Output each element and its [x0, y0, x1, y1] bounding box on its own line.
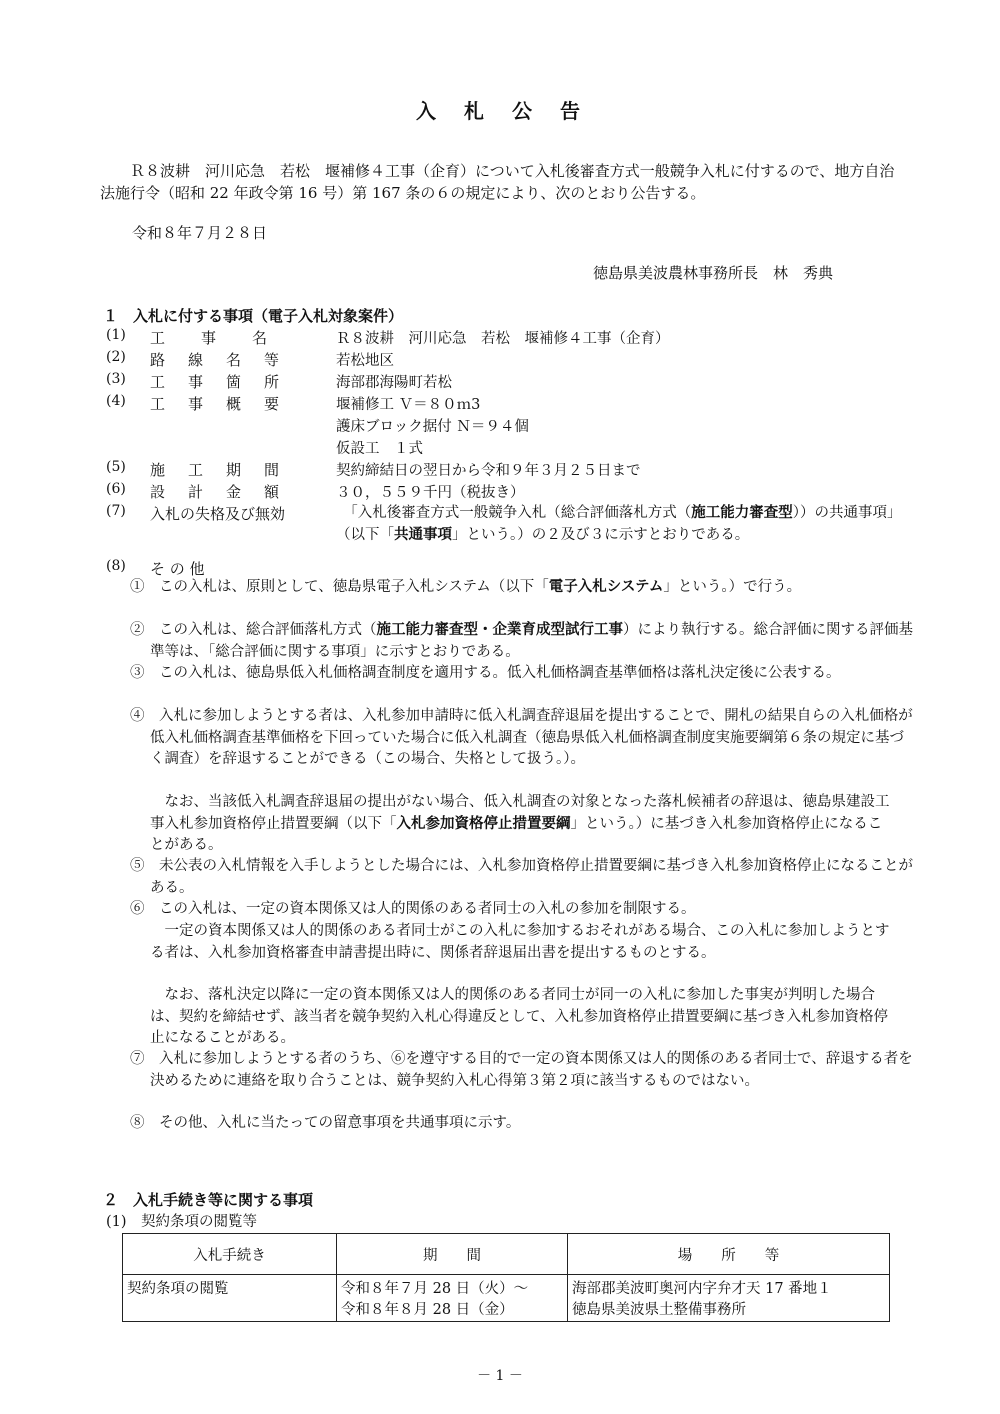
item8-paragraph: ④ 入札に参加しようとする者は、入札参加申請時に低入札調査辞退届を提出することで、開札の結果自らの入札価格が低入札価格調査基準価格を下回っていた場合に低入札調査（徳島県低入札価格調査制度実施要綱第６条の規定に基づく調査）を辞退することができる（この場合、失格として扱う。）。: [130, 708, 913, 767]
item-value: 海部郡海陽町若松: [336, 375, 452, 391]
item-num: (6): [106, 481, 126, 497]
item8-paragraph: ① この入札は、原則として、徳島県電子入札システム（以下「電子入札システム」という。）で行う。: [130, 579, 802, 595]
item-value: ３０，５５９千円（税抜き）: [336, 485, 525, 501]
item8-paragraph: ⑦ 入札に参加しようとする者のうち、⑥を遵守する目的で一定の資本関係又は人的関係のある者同士で、辞退する者を決めるために連絡を取り合うことは、競争契約入札心得第３第２項に該当するものではない。: [130, 1051, 913, 1089]
item-value: 堰補修工 Ｖ＝８０ｍ3: [336, 397, 481, 413]
item-num: (5): [106, 459, 126, 475]
item-label: 設計金額: [150, 483, 303, 501]
item-value: Ｒ８波耕 河川応急 若松 堰補修４工事（企育）: [336, 331, 670, 347]
item-num: (2): [106, 349, 126, 365]
item-label: 工事概要: [150, 395, 303, 413]
item7-text: 「入札後審査方式一般競争入札（総合評価落札方式（施工能力審査型））の共通事項」（以下「共通事項」という。）の２及び３に示すとおりである。: [336, 505, 895, 543]
section1-heading: １ 入札に付する事項（電子入札対象案件）: [103, 307, 404, 325]
item-value: 契約締結日の翌日から令和９年３月２５日まで: [336, 463, 641, 479]
table-cell-place: 海部郡美波町奥河内字弁才天 17 番地１ 徳島県美波県土整備事務所: [568, 1275, 890, 1322]
item8-paragraph: なお、当該低入札調査辞退届の提出がない場合、低入札調査の対象となった落札候補者の辞退は、徳島県建設工事入札参加資格停止措置要綱（以下「入札参加資格停止措置要綱」という。）に基づき入札参加資格停止になることがある。: [150, 794, 890, 853]
table-header: 期 間: [337, 1234, 568, 1275]
table-cell-procedure: 契約条項の閲覧: [123, 1275, 337, 1322]
item-num: (3): [106, 371, 126, 387]
item8-paragraph: ② この入札は、総合評価落札方式（施工能力審査型・企業育成型試行工事）により執行する。総合評価に関する評価基準等は、「総合評価に関する事項」に示すとおりである。: [130, 622, 913, 660]
item-label: 工事箇所: [150, 373, 303, 391]
page-number: － 1 －: [477, 1368, 523, 1384]
table-header: 場 所 等: [568, 1234, 890, 1275]
table-cell-period: 令和８年７月 28 日（火）～ 令和８年８月 28 日（金）: [337, 1275, 568, 1322]
item-value: 護床ブロック据付 Ｎ＝９４個: [336, 419, 529, 435]
item-label: 入札の失格及び無効: [150, 505, 286, 523]
item8-paragraph: ⑧ その他、入札に当たっての留意事項を共通事項に示す。: [130, 1115, 521, 1131]
item8-paragraph: 一定の資本関係又は人的関係のある者同士がこの入札に参加するおそれがある場合、この入札に参加しようとする者は、入札参加資格審査申請書提出時に、関係者辞退届出書を提出するものとする。: [150, 923, 890, 961]
notice-date: 令和８年７月２８日: [132, 224, 268, 242]
contract-viewing-table: [122, 1233, 890, 1322]
item-label: 施工期間: [150, 461, 303, 479]
item-label: そ の 他: [150, 560, 205, 578]
item-value: 仮設工 １式: [336, 441, 423, 457]
page-title: 入 札 公 告: [416, 99, 584, 123]
item-label: 路線名等: [150, 351, 303, 369]
section2-sub1: (1) 契約条項の閲覧等: [106, 1214, 258, 1230]
table-row: [123, 1275, 890, 1322]
table-header: 入札手続き: [123, 1234, 337, 1275]
item-num: (4): [106, 393, 126, 409]
item8-paragraph: ③ この入札は、徳島県低入札価格調査制度を適用する。低入札価格調査基準価格は落札決定後に公表する。: [130, 665, 841, 681]
section2-heading: ２ 入札手続き等に関する事項: [103, 1191, 314, 1209]
intro-paragraph: Ｒ８波耕 河川応急 若松 堰補修４工事（企育）について入札後審査方式一般競争入札に付するので、地方自治法施行令（昭和 22 年政令第 16 号）第 167 条の６の規定により、次のとおり公告する。: [100, 162, 895, 202]
item-label: 工事名: [150, 329, 304, 347]
item-num: (8): [106, 558, 126, 574]
item8-paragraph: ⑤ 未公表の入札情報を入手しようとした場合には、入札参加資格停止措置要綱に基づき入札参加資格停止になることがある。: [130, 858, 913, 896]
issuer: 徳島県美波農林事務所長 林 秀典: [593, 264, 834, 282]
item8-paragraph: なお、落札決定以降に一定の資本関係又は人的関係のある者同士が同一の入札に参加した事実が判明した場合は、契約を締結せず、該当者を競争契約入札心得違反として、入札参加資格停止措置要綱に基づき入札参加資格停止になることがある。: [150, 987, 889, 1046]
item-num: (1): [106, 327, 126, 343]
item8-paragraph: ⑥ この入札は、一定の資本関係又は人的関係のある者同士の入札の参加を制限する。: [130, 901, 696, 917]
item-num: (7): [106, 503, 126, 519]
item-value: 若松地区: [336, 353, 394, 369]
